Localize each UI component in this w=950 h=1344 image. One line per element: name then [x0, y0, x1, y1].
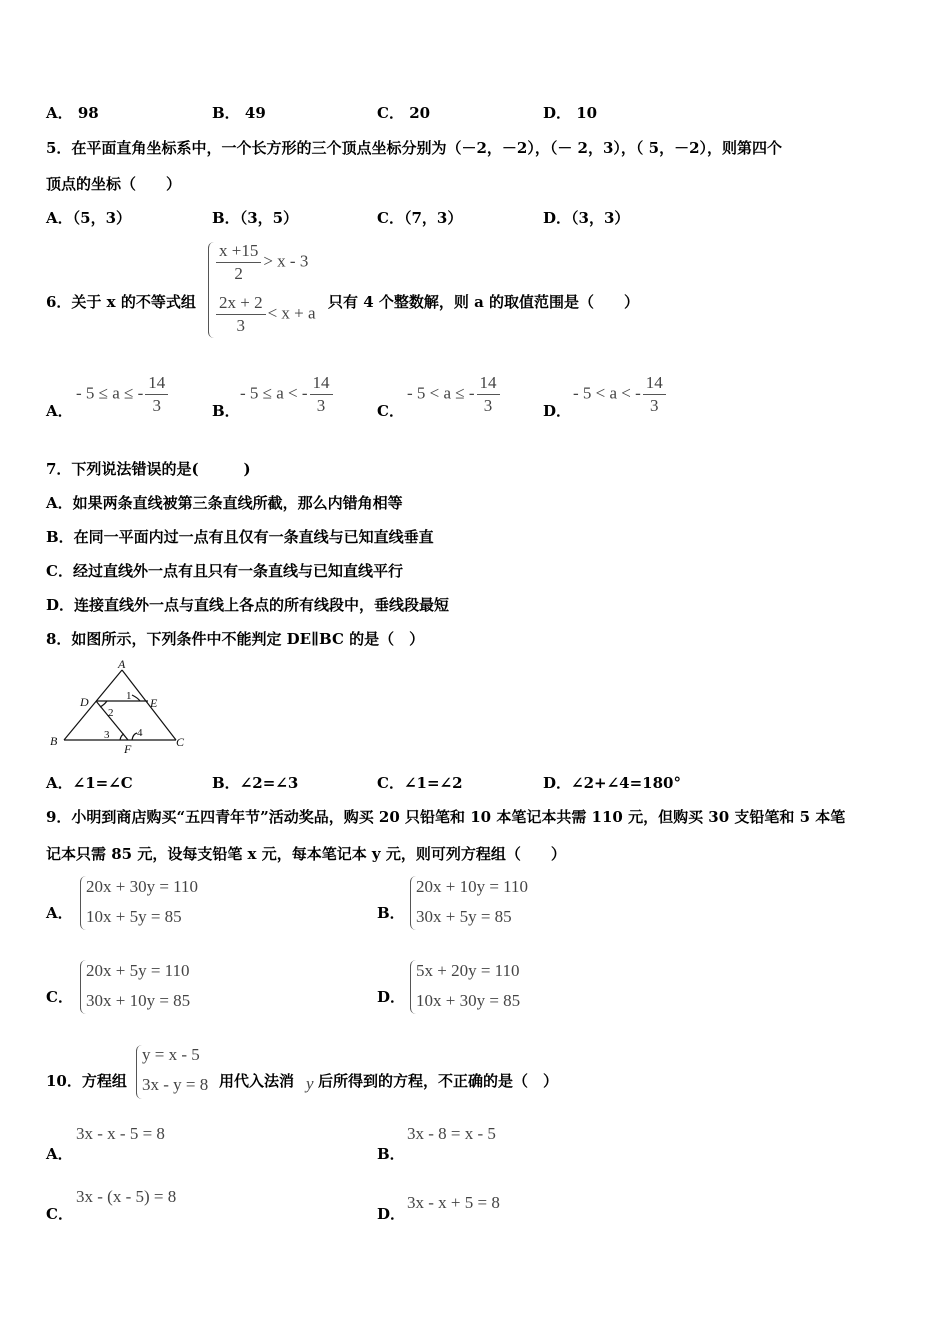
q10-option-b-label: B． — [377, 1145, 405, 1163]
q6-option-c-label: C． — [377, 402, 404, 420]
q6-stem-suffix: 只有 4 个整数解，则 a 的取值范围是（ ） — [328, 293, 640, 311]
q9-stem-line2: 记本只需 85 元，设每支铅笔 x 元，每本笔记本 y 元，则可列方程组（ ） — [46, 845, 566, 863]
q10-stem-prefix: 10．方程组 — [46, 1072, 127, 1090]
q6-option-d-expr: - 5 < a < - $\frac{14}{3}$ — [573, 372, 668, 417]
q5-option-b: B．（3，5） — [212, 209, 299, 227]
q8-option-d: D．∠2+∠4=180° — [543, 774, 681, 792]
q7-option-c: C．经过直线外一点有且只有一条直线与已知直线平行 — [46, 562, 403, 580]
q5-option-a: A．（5，3） — [46, 209, 132, 227]
q9-stem-line1: 9．小明到商店购买“五四青年节”活动奖品，购买 20 只铅笔和 10 本笔记本共需 110 元，但购买 30 支铅笔和 5 本笔 — [46, 808, 846, 826]
q8-stem: 8．如图所示，下列条件中不能判定 DE∥BC 的是（ ） — [46, 630, 425, 648]
label-e: E — [150, 696, 158, 710]
q8-option-c: C．∠1=∠2 — [377, 774, 463, 792]
label-c: C — [176, 735, 185, 749]
q7-option-b: B．在同一平面内过一点有且仅有一条直线与已知直线垂直 — [46, 528, 434, 546]
q10-var: y — [306, 1074, 314, 1093]
q10-option-d-label: D． — [377, 1205, 406, 1223]
q6-stem-prefix: 6．关于 x 的不等式组 — [46, 293, 196, 311]
q10-option-c-label: C． — [46, 1205, 73, 1223]
q9-option-b-label: B． — [377, 904, 405, 922]
q5-option-c: C．（7，3） — [377, 209, 463, 227]
q5-stem-line1: 5．在平面直角坐标系中，一个长方形的三个顶点坐标分别为（－2，－2），（－ 2，3），（ 5，－2），则第四个 — [46, 139, 783, 157]
q9-option-c-system: 20x + 5y = 110 30x + 10y = 85 — [86, 961, 191, 1010]
q8-triangle-figure — [46, 658, 196, 754]
label-angle-3: 3 — [104, 729, 110, 741]
label-b: B — [50, 734, 58, 748]
q10-option-d-eq: 3x - x + 5 = 8 — [407, 1193, 500, 1212]
q9-option-a-label: A． — [46, 904, 73, 922]
q4-option-d: D． 10 — [543, 104, 598, 122]
q9-option-c-label: C． — [46, 988, 73, 1006]
q6-option-d-label: D． — [543, 402, 572, 420]
q6-option-c-expr: - 5 < a ≤ - $\frac{14}{3}$ — [407, 372, 502, 417]
angle-arc-1 — [132, 695, 140, 701]
q9-option-d-label: D． — [377, 988, 406, 1006]
q6-option-a-expr: - 5 ≤ a ≤ - $\frac{14}{3}$ — [76, 372, 170, 417]
q6-option-b-expr: - 5 ≤ a < - $\frac{14}{3}$ — [240, 372, 335, 417]
q8-option-a: A．∠1=∠C — [46, 774, 133, 792]
q7-option-d: D．连接直线外一点与直线上各点的所有线段中，垂线段最短 — [46, 596, 450, 614]
label-f: F — [124, 742, 132, 754]
q4-option-c: C． 20 — [377, 104, 431, 122]
q7-stem: 7．下列说法错误的是( ) — [46, 460, 251, 478]
q5-option-d: D．（3，3） — [543, 209, 630, 227]
q4-option-a: A． 98 — [46, 104, 99, 122]
side-ab — [64, 670, 122, 740]
label-angle-4: 4 — [137, 727, 143, 739]
side-ac — [122, 670, 176, 740]
q6-option-a-label: A． — [46, 402, 73, 420]
q6-inequality-2: $\frac{2x + 2}{3}$ < x + a — [214, 292, 316, 337]
angle-arc-3 — [120, 734, 124, 740]
q4-option-b: B． 49 — [212, 104, 266, 122]
label-a: A — [118, 658, 126, 671]
q10-option-a-eq: 3x - x - 5 = 8 — [76, 1124, 165, 1143]
label-angle-2: 2 — [108, 707, 114, 719]
q9-option-d-system: 5x + 20y = 110 10x + 30y = 85 — [416, 961, 521, 1010]
q10-stem-suffix: 后所得到的方程，不正确的是（ ） — [318, 1072, 559, 1090]
q10-stem-mid: 用代入法消 — [219, 1072, 295, 1090]
q6-option-b-label: B． — [212, 402, 240, 420]
q10-system: y = x - 5 3x - y = 8 — [142, 1045, 209, 1094]
label-angle-1: 1 — [126, 690, 132, 702]
q8-option-b: B．∠2=∠3 — [212, 774, 299, 792]
q7-option-a: A．如果两条直线被第三条直线所截，那么内错角相等 — [46, 494, 403, 512]
q10-option-b-eq: 3x - 8 = x - 5 — [407, 1124, 496, 1143]
q9-option-b-system: 20x + 10y = 110 30x + 5y = 85 — [416, 877, 529, 926]
q10-option-a-label: A． — [46, 1145, 73, 1163]
q5-stem-line2: 顶点的坐标（ ） — [46, 175, 182, 193]
angle-arc-2 — [100, 701, 107, 707]
q9-option-a-system: 20x + 30y = 110 10x + 5y = 85 — [86, 877, 199, 926]
label-d: D — [80, 695, 89, 709]
q6-inequality-1: $\frac{x +15}{2}$ > x - 3 — [214, 240, 308, 285]
q10-option-c-eq: 3x - (x - 5) = 8 — [76, 1187, 177, 1206]
